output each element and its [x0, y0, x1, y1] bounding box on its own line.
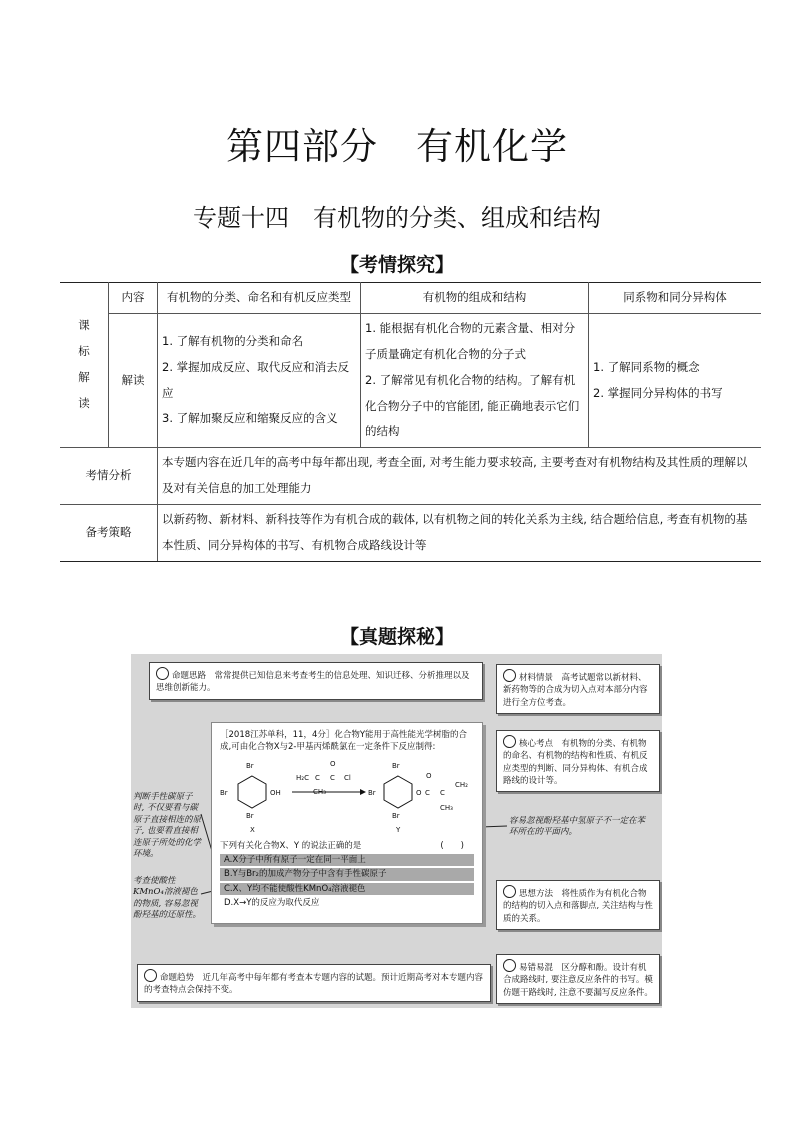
label-o: O	[416, 788, 422, 797]
note-mingti-silu: 命题思路 常常提供已知信息来考查考生的信息处理、知识迁移、分析推理以及思维创新能力。	[149, 662, 483, 700]
header-col3: 同系物和同分异构体	[589, 283, 762, 314]
strategy-text: 以新药物、新材料、新科技等作为有机合成的载体, 以有机物之间的转化关系为主线, 结合题给信息, 考查有机物的基本性质、同分异构体的书写、有机物合成路线设计等	[158, 505, 762, 562]
label-cl: Cl	[344, 773, 351, 782]
label-br: Br	[220, 788, 228, 797]
label-o: O	[330, 759, 336, 768]
col2-cell: 1. 能根据有机化合物的元素含量、相对分子质量确定有机化合物的分子式 2. 了解常见有机化合物的结构。了解有机化合物分子中的官能团, 能正确地表示它们的结构	[361, 313, 589, 447]
note-sixiang-fangfa: 思想方法 将性质作为有机化合物的结构的切入点和落脚点, 关注结构与性质的关系。	[496, 880, 660, 930]
question-prompt: 下列有关化合物X、Y 的说法正确的是 ( )	[220, 840, 464, 851]
option-a: A.X分子中所有原子一定在同一平面上	[220, 854, 474, 866]
label-y: Y	[396, 825, 401, 834]
table-header-row	[60, 283, 761, 314]
note-yicuo-yihun: 易错易混 区分醇和酚。设计有机合成路线时, 要注意反应条件的书写。模仿题干路线时, 注意不要漏写反应条件。	[496, 954, 660, 1004]
option-c: C.X、Y均不能使酸性KMnO₄溶液褪色	[220, 883, 474, 895]
col1-cell: 1. 了解有机物的分类和命名 2. 掌握加成反应、取代反应和消去反应 3. 了解加聚反应和缩聚反应的含义	[158, 313, 361, 447]
note-cailiao-qingjing: 材料情景 高考试题常以新材料、新药物等的合成为切入点对本部分内容进行全方位考查。	[496, 664, 660, 714]
label-br: Br	[368, 788, 376, 797]
benzene-ring-y	[384, 776, 412, 808]
reaction-arrowhead	[360, 789, 366, 795]
label-ch2: CH₂	[455, 780, 468, 789]
syllabus-table	[60, 282, 761, 562]
label-oh: OH	[270, 788, 281, 797]
section-zhenti-heading: 【真题探秘】	[339, 626, 454, 648]
note-hexin-kaodian: 核心考点 有机物的分类、有机物的命名、有机物的结构和性质、有机反应类型的判断、同分异构体、有机合成路线的设计等。	[496, 730, 660, 792]
note-mingti-qushi: 命题趋势 近几年高考中每年都有考查本专题内容的试题。预计近期高考对本专题内容的考查特点会保持不变。	[137, 964, 491, 1002]
label-o: O	[426, 771, 432, 780]
group-label: 课 标 解 读	[60, 283, 109, 448]
handwritten-note-chiral: 判断手性碳原子时, 不仅要看与碳原子直接相连的原子, 也要看直接相连原子所处的化学环境。	[133, 792, 202, 860]
header-content-label: 内容	[109, 283, 158, 314]
label-br: Br	[246, 811, 254, 820]
label-br: Br	[392, 761, 400, 770]
handwritten-note-kmno4: 考查使酸性KMnO₄溶液褪色的物质, 容易忽视酚羟基的还原性。	[133, 876, 202, 921]
option-b: B.Y与Br₂的加成产物分子中含有手性碳原子	[220, 868, 474, 880]
row-label: 解读	[109, 313, 158, 447]
question-source: ［2018江苏单科，11，4分］	[220, 730, 335, 740]
label-c: C	[330, 773, 335, 782]
table-row	[60, 448, 761, 505]
question-stem	[212, 723, 482, 754]
reaction-scheme	[212, 754, 482, 840]
benzene-ring-x	[238, 776, 266, 808]
question-card	[211, 722, 483, 924]
label-ch3: CH₃	[313, 787, 326, 796]
label-c: C	[425, 788, 430, 797]
label-h2c: H₂C	[296, 773, 309, 782]
topic-title: 专题十四 有机物的分类、组成和结构	[193, 204, 601, 232]
label-ch3: CH₃	[440, 803, 453, 812]
col3-cell: 1. 了解同系物的概念 2. 掌握同分异构体的书写	[589, 313, 762, 447]
part-title: 第四部分 有机化学	[226, 125, 568, 168]
section-kaoqing-heading: 【考情探究】	[339, 254, 454, 276]
label-br: Br	[392, 811, 400, 820]
answer-paren: ( )	[440, 840, 464, 851]
table-row	[60, 505, 761, 562]
question-body	[212, 840, 482, 910]
label-x: X	[250, 825, 255, 834]
table-row	[60, 313, 761, 447]
strategy-label: 备考策略	[60, 505, 158, 562]
label-c: C	[440, 788, 445, 797]
label-c: C	[315, 773, 320, 782]
question-text: 化合物Y能用于高性能光学树脂的合成,可由化合物X与2-甲基丙烯酰氯在一定条件下反应制得:	[220, 730, 468, 753]
header-col2: 有机物的组成和结构	[361, 283, 589, 314]
analysis-label: 考情分析	[60, 448, 158, 505]
handwritten-note-plane: 容易忽视酚羟基中氢原子不一定在苯环所在的平面内。	[509, 816, 646, 838]
header-col1: 有机物的分类、命名和有机反应类型	[158, 283, 361, 314]
label-br: Br	[246, 761, 254, 770]
analysis-text: 本专题内容在近几年的高考中每年都出现, 考查全面, 对考生能力要求较高, 主要考查对有机物结构及其性质的理解以及对有关信息的加工处理能力	[158, 448, 762, 505]
option-d: D.X→Y的反应为取代反应	[224, 897, 320, 908]
